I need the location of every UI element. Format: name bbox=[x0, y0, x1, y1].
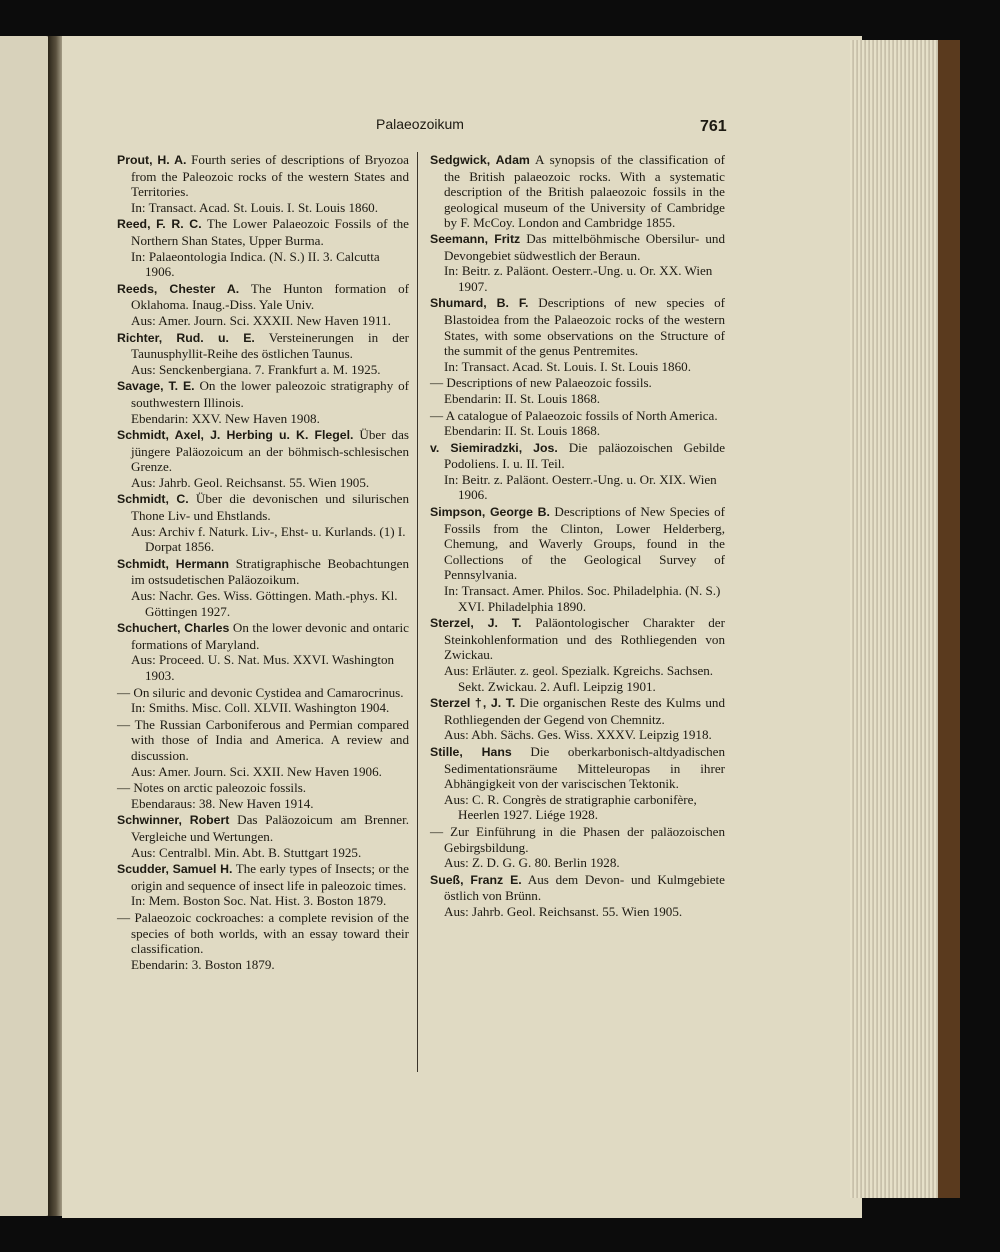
entry-source: In: Mem. Boston Soc. Nat. Hist. 3. Boston 1879. bbox=[131, 893, 387, 909]
bibliography-entry bbox=[117, 780, 409, 811]
entry-title-line bbox=[117, 910, 409, 957]
bibliography-entry bbox=[430, 615, 725, 694]
bibliography-entry bbox=[430, 152, 725, 231]
entry-source: Aus: Abh. Sächs. Ges. Wiss. XXXV. Leipzig 1918. bbox=[444, 727, 712, 743]
book-cover-edge bbox=[938, 40, 960, 1198]
entry-title-line bbox=[117, 685, 409, 701]
entry-title-line bbox=[430, 375, 725, 391]
entry-title: Die organischen Reste des Kulms und Rothliegenden der Gegend von Chemnitz. bbox=[444, 695, 725, 727]
entry-title: Aus dem Devon- und Kulmgebiete östlich von Brünn. bbox=[444, 871, 725, 904]
bibliography-entry bbox=[117, 152, 409, 215]
bibliography-entry bbox=[430, 408, 725, 439]
entry-title: — A catalogue of Palaeozoic fossils of North America. bbox=[430, 407, 718, 423]
entry-author: Prout, H. A. bbox=[117, 153, 187, 167]
entry-title: The early types of Insects; or the origin and sequence of insect life in paleozoic times. bbox=[131, 861, 409, 893]
entry-author: Reed, F. R. C. bbox=[117, 217, 202, 232]
bibliography-entry bbox=[117, 556, 409, 619]
entry-title-line bbox=[430, 408, 725, 424]
entry-source: Aus: Centralbl. Min. Abt. B. Stuttgart 1925. bbox=[131, 844, 362, 860]
entry-source: Ebendarin: XXV. New Haven 1908. bbox=[131, 410, 320, 426]
entry-source: Aus: Archiv f. Naturk. Liv-, Ehst- u. Kurlands. (1) I. Dorpat 1856. bbox=[131, 523, 406, 555]
entry-source: Ebendarin: 3. Boston 1879. bbox=[131, 956, 275, 972]
bibliography-entry bbox=[117, 281, 409, 329]
entry-source: Ebendaraus: 38. New Haven 1914. bbox=[131, 795, 314, 811]
bibliography-entry bbox=[430, 695, 725, 743]
entry-title-line bbox=[430, 872, 725, 904]
bibliography-entry bbox=[117, 330, 409, 378]
bibliography-entry bbox=[117, 491, 409, 554]
entry-author: Stille, Hans bbox=[430, 744, 512, 759]
entry-title-line bbox=[117, 861, 409, 893]
entry-title: The Lower Palaeozoic Fossils of the Northern Shan States, Upper Burma. bbox=[131, 216, 409, 248]
entry-author: Schmidt, Hermann bbox=[117, 556, 230, 571]
entry-title: — Zur Einführung in die Phasen der paläozoischen Gebirgsbildung. bbox=[430, 823, 725, 855]
entry-title: Versteinerungen in der Taunusphyllit-Reihe des östlichen Taunus. bbox=[131, 329, 409, 362]
bibliography-entry bbox=[430, 824, 725, 871]
entry-author: Simpson, George B. bbox=[430, 505, 550, 520]
entry-title: Über die devonischen und silurischen Thone Liv- und Ehstlands. bbox=[131, 491, 409, 524]
entry-source: Aus: Z. D. G. G. 80. Berlin 1928. bbox=[444, 855, 620, 871]
bibliography-entry bbox=[117, 427, 409, 490]
entry-author: Savage, T. E. bbox=[117, 379, 195, 394]
entry-title: Descriptions of new species of Blastoidea from the Palaeozoic rocks of the western States, with some observations on the Structure of the summit of the genus Pentremites. bbox=[444, 295, 726, 359]
entry-title-line bbox=[117, 491, 409, 523]
entry-title: Die paläozoischen Gebilde Podoliens. I. u. II. Teil. bbox=[444, 439, 726, 472]
entry-source: Aus: C. R. Congrès de stratigraphie carbonifère, Heerlen 1927. Liége 1928. bbox=[444, 791, 697, 823]
entry-author: Sterzel †, J. T. bbox=[430, 696, 516, 711]
entry-source: In: Transact. Amer. Philos. Soc. Philadelphia. (N. S.) XVI. Philadelphia 1890. bbox=[444, 583, 721, 614]
bibliography-entry bbox=[117, 216, 409, 279]
entry-source: Aus: Nachr. Ges. Wiss. Göttingen. Math.-phys. Kl. Göttingen 1927. bbox=[131, 588, 398, 619]
bibliography-entry bbox=[430, 744, 725, 823]
entry-title: — The Russian Carboniferous and Permian compared with those of India and America. A review and discussion. bbox=[117, 716, 409, 763]
bibliography-entry bbox=[117, 685, 409, 716]
bibliography-entry bbox=[430, 440, 725, 503]
entry-title-line bbox=[430, 440, 725, 472]
left-page-edge bbox=[0, 36, 52, 1216]
entry-source: Aus: Senckenbergiana. 7. Frankfurt a. M. 1925. bbox=[131, 361, 381, 377]
bibliography-entry bbox=[117, 861, 409, 909]
entry-source: In: Palaeontologia Indica. (N. S.) II. 3. Calcutta 1906. bbox=[131, 248, 380, 280]
bibliography-entry bbox=[117, 812, 409, 860]
page-number: 761 bbox=[700, 118, 727, 135]
bibliography-entry bbox=[117, 620, 409, 683]
entry-author: Schuchert, Charles bbox=[117, 621, 230, 636]
entry-source: In: Beitr. z. Paläont. Oesterr.-Ung. u. Or. XIX. Wien 1906. bbox=[444, 471, 717, 503]
page-header bbox=[0, 114, 1000, 138]
entry-source: In: Transact. Acad. St. Louis. I. St. Louis 1860. bbox=[131, 199, 378, 215]
entry-title: Über das jüngere Paläozoicum an der böhmisch-schlesischen Grenze. bbox=[131, 427, 409, 475]
entry-title: Das Paläozoicum am Brenner. Vergleiche und Wertungen. bbox=[131, 812, 409, 844]
entry-source: In: Smiths. Misc. Coll. XLVII. Washington 1904. bbox=[131, 700, 390, 716]
entry-author: Schmidt, Axel, J. Herbing u. K. Flegel. bbox=[117, 428, 354, 443]
entry-source: Aus: Proceed. U. S. Nat. Mus. XXVI. Washington 1903. bbox=[131, 652, 395, 683]
entry-title-line bbox=[117, 620, 409, 652]
bibliography-entry bbox=[430, 295, 725, 374]
entry-author: Sedgwick, Adam bbox=[430, 153, 530, 167]
entry-title: Paläontologischer Charakter der Steinkohlenformation und des Rothliegenden von Zwickau. bbox=[444, 615, 725, 663]
entry-title: — Palaeozoic cockroaches: a complete revision of the species of both worlds, with an essay toward their classification. bbox=[117, 909, 409, 957]
entry-title: On the lower devonic and ontaric formations of Maryland. bbox=[131, 620, 409, 652]
entry-source: Ebendarin: II. St. Louis 1868. bbox=[444, 423, 601, 439]
entry-source: In: Beitr. z. Paläont. Oesterr.-Ung. u. Or. XX. Wien 1907. bbox=[444, 263, 713, 294]
entry-title: Descriptions of New Species of Fossils from the Clinton, Lower Helderberg, Chemung, and Waverly Groups, found in the Collections of the Geological Survey of Pennsylvania. bbox=[444, 504, 725, 583]
entry-title-line bbox=[430, 695, 725, 727]
entry-title: Stratigraphische Beobachtungen im ostsudetischen Paläozoikum. bbox=[131, 555, 409, 588]
entry-title: Fourth series of descriptions of Bryozoa from the Paleozoic rocks of the western States and Territories. bbox=[131, 152, 409, 200]
entry-title-line bbox=[430, 615, 725, 663]
bibliography-entry bbox=[430, 504, 725, 614]
entry-title-line bbox=[430, 152, 725, 231]
entry-source: Aus: Jahrb. Geol. Reichsanst. 55. Wien 1905. bbox=[444, 903, 683, 919]
entry-source: Aus: Erläuter. z. geol. Spezialk. Kgreichs. Sachsen. Sekt. Zwickau. 2. Aufl. Leipzig 1901. bbox=[444, 663, 714, 694]
entry-title-line bbox=[430, 295, 725, 358]
entry-title-line bbox=[117, 812, 409, 844]
entry-title-line bbox=[430, 231, 725, 263]
entry-title-line bbox=[117, 152, 409, 200]
running-title: Palaeozoikum bbox=[376, 116, 464, 132]
entry-author: Seemann, Fritz bbox=[430, 231, 521, 246]
page-edges bbox=[850, 40, 942, 1198]
entry-source: Aus: Amer. Journ. Sci. XXXII. New Haven 1911. bbox=[131, 312, 391, 328]
entry-title-line bbox=[117, 780, 409, 796]
entry-source: Ebendarin: II. St. Louis 1868. bbox=[444, 390, 601, 406]
entry-author: Reeds, Chester A. bbox=[117, 281, 240, 296]
entry-source: In: Transact. Acad. St. Louis. I. St. Louis 1860. bbox=[444, 358, 691, 374]
entry-author: Richter, Rud. u. E. bbox=[117, 330, 255, 345]
entry-title-line bbox=[117, 330, 409, 362]
entry-author: Schwinner, Robert bbox=[117, 813, 230, 828]
entry-title-line bbox=[117, 427, 409, 475]
bibliography-entry bbox=[117, 910, 409, 972]
entry-author: Scudder, Samuel H. bbox=[117, 862, 233, 877]
column-divider bbox=[417, 152, 418, 1072]
entry-author: v. Siemiradzki, Jos. bbox=[430, 440, 558, 455]
bibliography-entry bbox=[117, 378, 409, 426]
entry-title: A synopsis of the classification of the British palaeozoic rocks. With a systematic description of the British palaeozoic fossils in the geological museum of the University of Cambridge by F. McCoy. London and Cambridge 1855. bbox=[444, 152, 726, 231]
bibliography-entry bbox=[430, 872, 725, 920]
entry-title-line bbox=[430, 744, 725, 792]
bibliography-entry bbox=[117, 717, 409, 779]
entry-title: Das mittelböhmische Obersilur- und Devongebiet südwestlich der Beraun. bbox=[444, 230, 725, 263]
entry-title: — Descriptions of new Palaeozoic fossils. bbox=[430, 375, 652, 391]
entry-source: Aus: Jahrb. Geol. Reichsanst. 55. Wien 1905. bbox=[131, 474, 370, 490]
entry-title: Die oberkarbonisch-altdyadischen Sedimentationsräume Mitteleuropas in ihrer Abhängigkeit von der variscischen Tektonik. bbox=[444, 743, 725, 792]
entry-author: Sterzel, J. T. bbox=[430, 616, 522, 631]
entry-title-line bbox=[430, 504, 725, 583]
bibliography-entry bbox=[430, 231, 725, 294]
entry-author: Sueß, Franz E. bbox=[430, 872, 522, 887]
entry-author: Schmidt, C. bbox=[117, 492, 189, 507]
entry-source: Aus: Amer. Journ. Sci. XXII. New Haven 1906. bbox=[131, 763, 382, 779]
entry-title: The Hunton formation of Oklahoma. Inaug.-Diss. Yale Univ. bbox=[131, 280, 409, 313]
entry-title-line bbox=[117, 556, 409, 588]
bibliography-entry bbox=[430, 375, 725, 406]
entry-title-line bbox=[117, 216, 409, 248]
entry-title: On the lower paleozoic stratigraphy of southwestern Illinois. bbox=[131, 378, 409, 410]
entry-title-line bbox=[117, 378, 409, 410]
entry-author: Shumard, B. F. bbox=[430, 296, 529, 311]
right-column bbox=[430, 152, 725, 921]
entry-title-line bbox=[117, 717, 409, 764]
left-column bbox=[117, 152, 409, 973]
entry-title-line bbox=[430, 824, 725, 855]
entry-title-line bbox=[117, 281, 409, 313]
entry-title: — Notes on arctic paleozoic fossils. bbox=[117, 780, 307, 796]
entry-title: — On siluric and devonic Cystidea and Camarocrinus. bbox=[117, 684, 404, 700]
